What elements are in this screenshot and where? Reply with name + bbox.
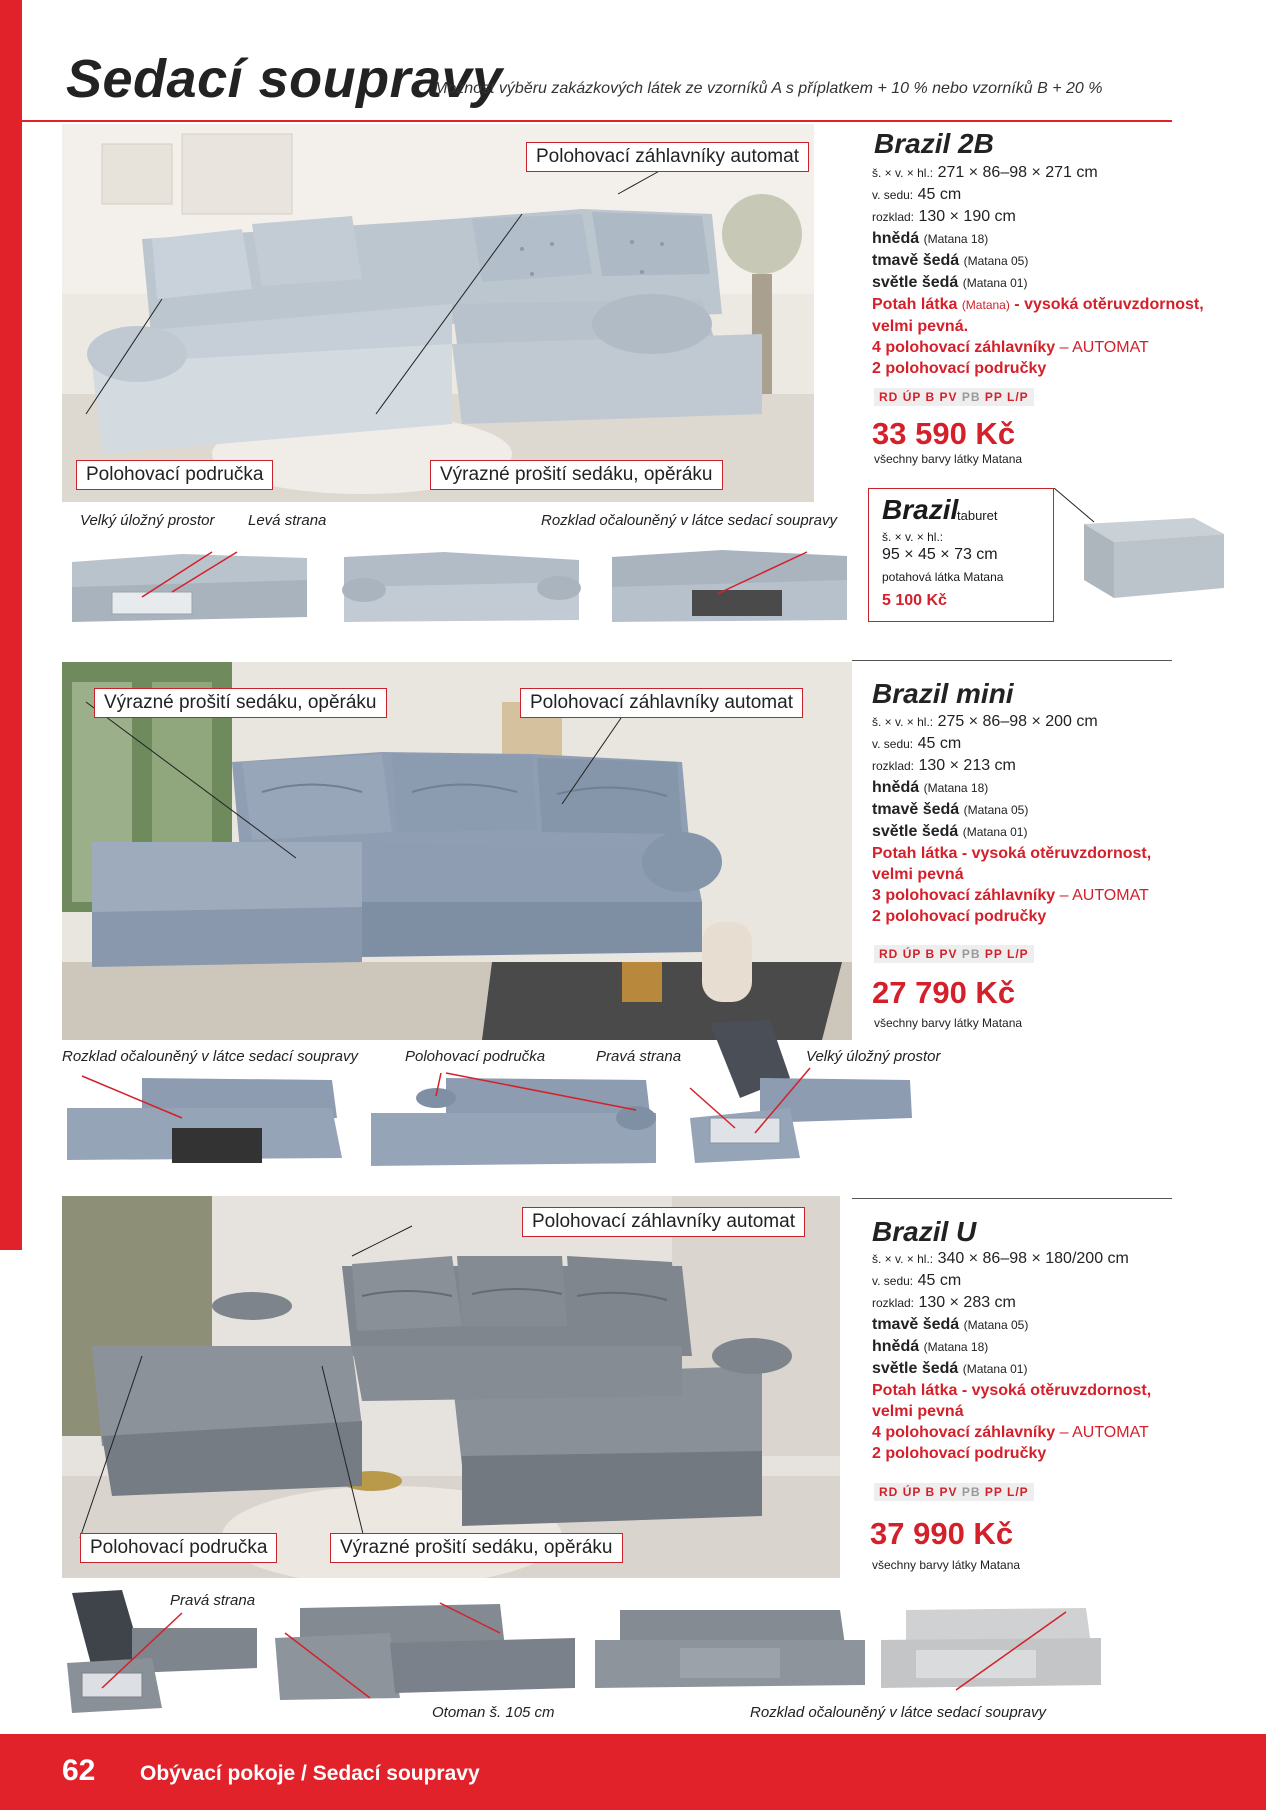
page-footer (0, 1734, 1266, 1810)
seat-value: 45 cm (917, 186, 962, 203)
code-pb: PB (961, 947, 981, 961)
code-pv: PV (939, 390, 958, 404)
brazil-2b-thumb-left (334, 532, 590, 628)
bed-value: 130 × 283 cm (918, 1294, 1016, 1311)
brazil-mini-callout-stitching: Výrazné prošití sedáku, opěráku (94, 688, 387, 718)
fabric-text-2: - vysoká otěruvzdornost, (961, 1382, 1152, 1399)
brazil-2b-label-side: Levá strana (248, 512, 327, 529)
color-name: hnědá (872, 230, 920, 247)
code-up: ÚP (902, 1485, 922, 1499)
brazil-u-option-codes (874, 1483, 1034, 1501)
dims-key: š. × v. × hl.: (872, 715, 934, 729)
code-b: B (925, 1485, 936, 1499)
brazil-2b-label-bed: Rozklad očalouněný v látce sedací soupravy (541, 512, 838, 529)
brazil-2b-callout-headrest: Polohovací záhlavníky automat (526, 142, 809, 172)
feature-headrests: 4 polohovací záhlavníky (872, 1424, 1056, 1441)
brazil-u-callout-armrest: Polohovací područka (80, 1533, 277, 1563)
left-accent-bar (0, 0, 22, 1250)
dims-value: 340 × 86–98 × 180/200 cm (937, 1250, 1129, 1267)
brazil-2b-specs (872, 162, 1204, 379)
brazil-2b-thumb-bed (602, 532, 858, 628)
color-code: (Matana 05) (963, 803, 1029, 817)
bed-key: rozklad: (872, 759, 915, 773)
brazil-mini-divider (852, 660, 1172, 661)
brazil-mini-thumb-storage (680, 1018, 920, 1178)
code-pb: PB (961, 390, 981, 404)
brazil-2b-price-note: všechny barvy látky Matana (874, 452, 1023, 466)
brazil-2b-callout-stitching: Výrazné prošití sedáku, opěráku (430, 460, 723, 490)
brazil-mini-label-storage: Velký úložný prostor (806, 1048, 941, 1065)
color-name: světle šedá (872, 1360, 959, 1377)
color-code: (Matana 18) (923, 781, 989, 795)
code-rd: RD (879, 947, 899, 961)
header-divider (22, 120, 1172, 122)
color-code: (Matana 05) (963, 254, 1029, 268)
dims-value: 271 × 86–98 × 271 cm (937, 164, 1098, 181)
seat-key: v. sedu: (872, 737, 914, 751)
color-name: tmavě šedá (872, 801, 960, 818)
bed-key: rozklad: (872, 210, 915, 224)
taburet-price: 5 100 Kč (882, 592, 947, 609)
fabric-text-3: velmi pevná (872, 866, 964, 883)
code-lp: L/P (1007, 390, 1029, 404)
taburet-type: taburet (957, 508, 998, 523)
color-name: světle šedá (872, 274, 959, 291)
brazil-2b-name: Brazil 2B (874, 128, 994, 159)
taburet-fabric: potahová látka Matana (882, 570, 1004, 584)
code-pp: PP (984, 390, 1003, 404)
brazil-mini-price-note: všechny barvy látky Matana (874, 1016, 1023, 1030)
brazil-mini-price: 27 790 Kč (872, 975, 1016, 1010)
brazil-mini-main-photo (62, 662, 852, 1040)
seat-value: 45 cm (917, 735, 962, 752)
brazil-u-price-note: všechny barvy látky Matana (872, 1558, 1021, 1572)
brazil-u-main-photo (62, 1196, 840, 1578)
seat-key: v. sedu: (872, 188, 914, 202)
brazil-2b-callout-armrest: Polohovací područka (76, 460, 273, 490)
brazil-u-thumb-light (876, 1600, 1106, 1700)
brazil-2b-option-codes (874, 388, 1034, 406)
brazil-mini-option-codes (874, 945, 1034, 963)
fabric-code: (Matana) (961, 298, 1010, 312)
fabric-text: Potah látka (872, 296, 958, 313)
color-name: tmavě šedá (872, 1316, 960, 1333)
code-lp: L/P (1007, 947, 1029, 961)
color-code: (Matana 01) (962, 276, 1028, 290)
brazil-u-divider (852, 1198, 1172, 1199)
color-code: (Matana 01) (962, 825, 1028, 839)
brazil-mini-name: Brazil mini (872, 678, 1014, 709)
feature-armrests: 2 polohovací područky (872, 1445, 1047, 1462)
brazil-u-name: Brazil U (872, 1216, 977, 1247)
taburet-dims-key: š. × v. × hl.: (882, 530, 944, 544)
brazil-mini-callout-headrest: Polohovací záhlavníky automat (520, 688, 803, 718)
color-name: tmavě šedá (872, 252, 960, 269)
feature-automat: – AUTOMAT (1059, 887, 1149, 904)
code-pp: PP (984, 947, 1003, 961)
color-code: (Matana 18) (923, 232, 989, 246)
feature-headrests: 4 polohovací záhlavníky (872, 339, 1056, 356)
brazil-2b-price: 33 590 Kč (872, 416, 1016, 451)
code-pv: PV (939, 947, 958, 961)
brazil-mini-label-side: Pravá strana (596, 1048, 682, 1065)
brazil-mini-thumb-bed (62, 1068, 352, 1178)
code-rd: RD (879, 390, 899, 404)
color-name: hnědá (872, 1338, 920, 1355)
color-name: hnědá (872, 779, 920, 796)
page-title: Sedací soupravy (66, 49, 503, 109)
page-number: 62 (62, 1754, 96, 1787)
taburet-name: Brazil (882, 494, 959, 525)
brazil-2b-main-photo (62, 124, 814, 502)
brazil-mini-label-armrest: Polohovací područka (405, 1048, 546, 1065)
code-up: ÚP (902, 947, 922, 961)
taburet-photo (1054, 488, 1234, 622)
code-rd: RD (879, 1485, 899, 1499)
brazil-u-callout-stitching: Výrazné prošití sedáku, opěráku (330, 1533, 623, 1563)
seat-key: v. sedu: (872, 1274, 914, 1288)
brazil-u-thumb-ottoman (270, 1588, 580, 1708)
code-b: B (925, 947, 936, 961)
brazil-u-callout-headrest: Polohovací záhlavníky automat (522, 1207, 805, 1237)
feature-headrests: 3 polohovací záhlavníky (872, 887, 1056, 904)
dims-value: 275 × 86–98 × 200 cm (937, 713, 1098, 730)
color-code: (Matana 18) (923, 1340, 989, 1354)
dims-key: š. × v. × hl.: (872, 1252, 934, 1266)
code-lp: L/P (1007, 1485, 1029, 1499)
brazil-mini-thumb-armrest (366, 1068, 666, 1178)
fabric-text-2: - vysoká otěruvzdornost, (1014, 296, 1204, 313)
fabric-text-3: velmi pevná (872, 1403, 964, 1420)
brazil-u-specs (872, 1248, 1151, 1464)
brazil-u-label-ottoman: Otoman š. 105 cm (432, 1704, 555, 1721)
color-code: (Matana 01) (962, 1362, 1028, 1376)
code-pb: PB (961, 1485, 981, 1499)
seat-value: 45 cm (917, 1272, 962, 1289)
fabric-text: Potah látka (872, 845, 958, 862)
brazil-mini-specs (872, 711, 1151, 927)
brazil-u-label-bed: Rozklad očalouněný v látce sedací soupravy (750, 1704, 1047, 1721)
dims-key: š. × v. × hl.: (872, 166, 934, 180)
fabric-text-3: velmi pevná. (872, 318, 969, 335)
color-name: světle šedá (872, 823, 959, 840)
brazil-u-label-side: Pravá strana (170, 1592, 256, 1609)
page-subtitle: Možnost výběru zakázkových látek ze vzorníků A s příplatkem + 10 % nebo vzorníků B + 20 % (434, 80, 1103, 97)
section-breadcrumb: Obývací pokoje / Sedací soupravy (140, 1762, 480, 1785)
bed-value: 130 × 190 cm (918, 208, 1016, 225)
brazil-u-price: 37 990 Kč (870, 1516, 1014, 1551)
brazil-u-thumb-bed (590, 1600, 870, 1700)
code-up: ÚP (902, 390, 922, 404)
fabric-text: Potah látka (872, 1382, 958, 1399)
brazil-2b-label-storage: Velký úložný prostor (80, 512, 215, 529)
feature-armrests: 2 polohovací područky (872, 908, 1047, 925)
brazil-mini-label-bed: Rozklad očalouněný v látce sedací soupravy (62, 1048, 359, 1065)
feature-armrests: 2 polohovací područky (872, 360, 1047, 377)
feature-automat: – AUTOMAT (1059, 1424, 1149, 1441)
brazil-2b-thumb-storage (62, 532, 318, 628)
taburet-dims: 95 × 45 × 73 cm (882, 546, 998, 563)
fabric-text-2: - vysoká otěruvzdornost, (961, 845, 1152, 862)
bed-key: rozklad: (872, 1296, 915, 1310)
code-b: B (925, 390, 936, 404)
code-pv: PV (939, 1485, 958, 1499)
code-pp: PP (984, 1485, 1003, 1499)
feature-automat: – AUTOMAT (1059, 339, 1149, 356)
color-code: (Matana 05) (963, 1318, 1029, 1332)
bed-value: 130 × 213 cm (918, 757, 1016, 774)
